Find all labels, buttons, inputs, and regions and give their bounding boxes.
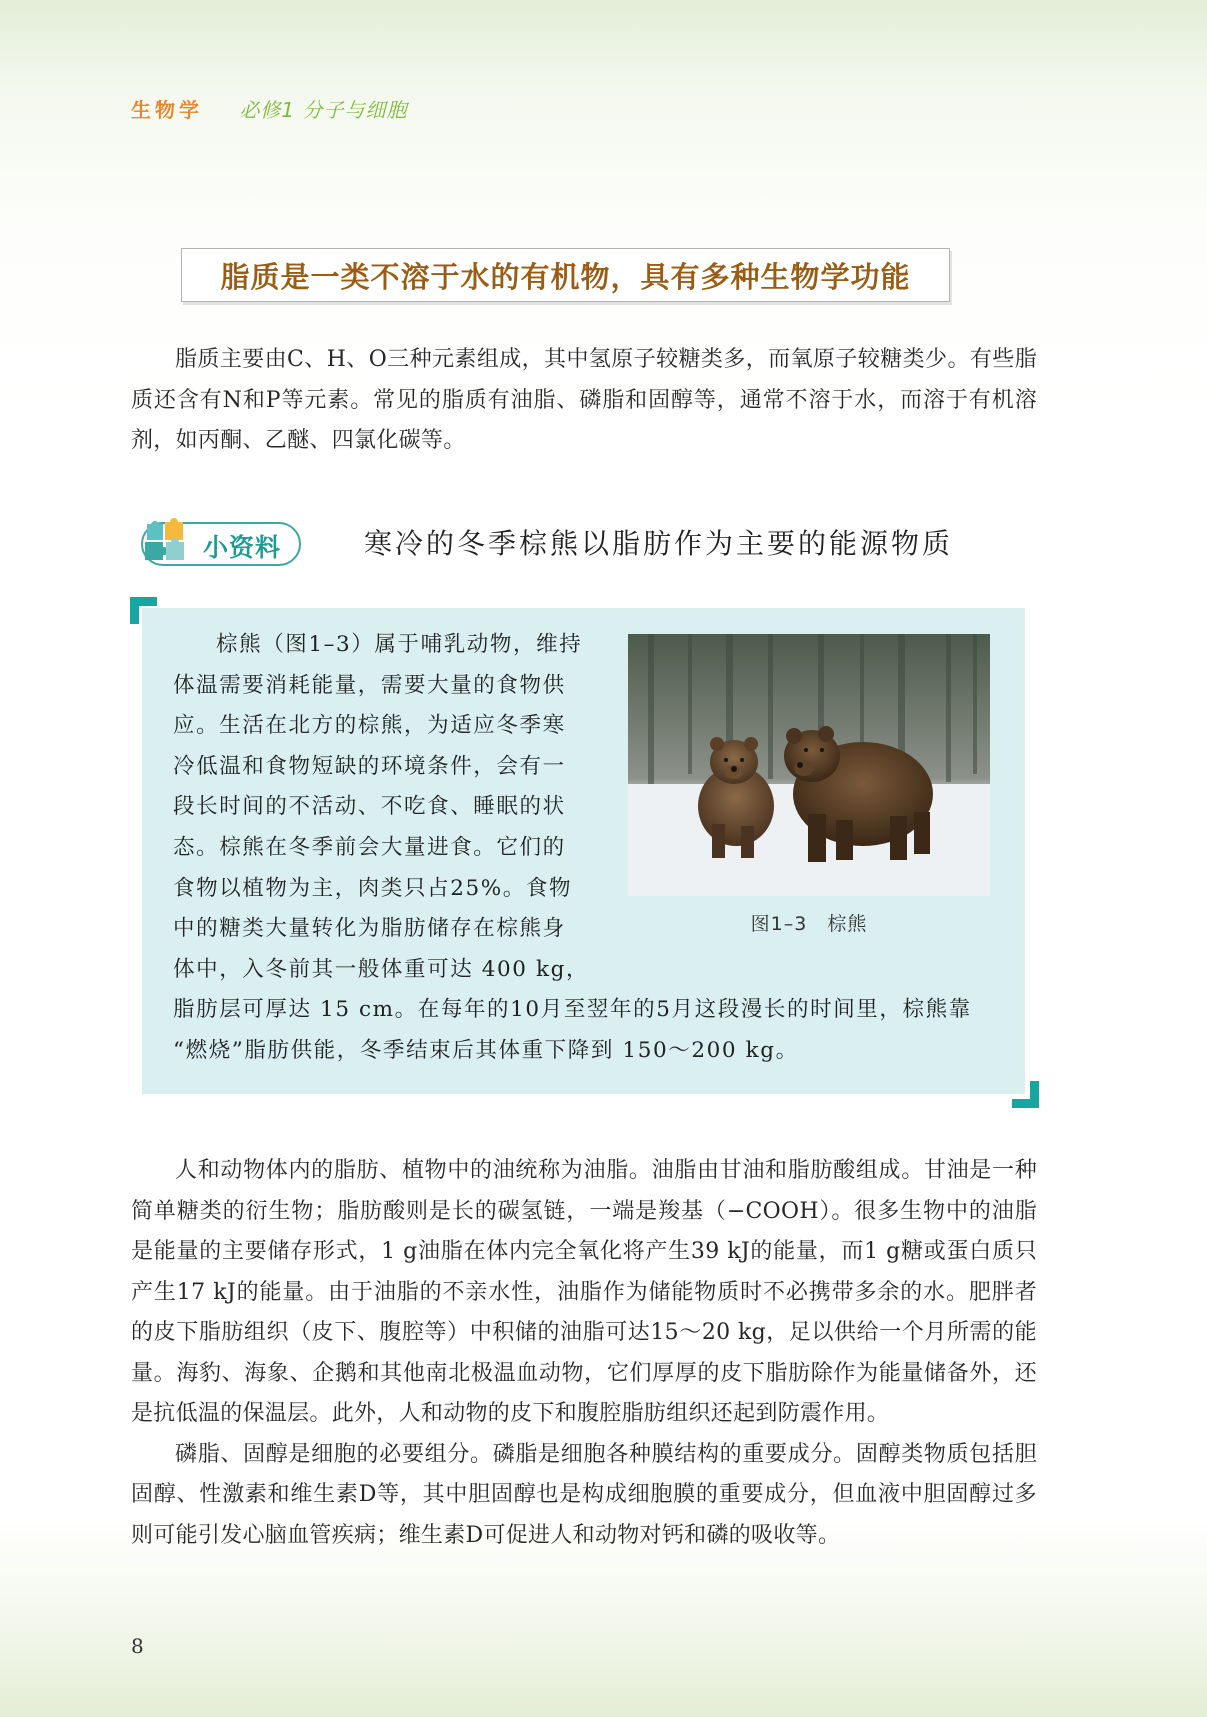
figure-number: 图1–3 [750, 913, 808, 935]
puzzle-icon [131, 518, 201, 568]
info-line: 棕熊（图1–3）属于哺乳动物，维持 [216, 632, 583, 657]
info-line: 体温需要消耗能量，需要大量的食物供 [173, 672, 566, 698]
info-line: “燃烧”脂肪供能，冬季结束后其体重下降到 150～200 kg。 [173, 1037, 799, 1063]
body-paragraphs [131, 1151, 1037, 1556]
bear-photo [628, 634, 990, 896]
running-header [131, 94, 407, 123]
body-paragraph: 磷脂、固醇是细胞的必要组分。磷脂是细胞各种膜结构的重要成分。固醇类物质包括胆固醇、性激素和维生素D等，其中胆固醇也是构成细胞膜的重要成分，但血液中胆固醇过多则可能引发心脑血管疾病；维生素D可促进人和动物对钙和磷的吸收等。 [131, 1441, 1037, 1548]
figure-label: 棕熊 [827, 913, 868, 935]
info-line: 食物以植物为主，肉类只占25%。食物 [173, 875, 573, 901]
body-paragraph: 人和动物体内的脂肪、植物中的油统称为油脂。油脂由甘油和脂肪酸组成。甘油是一种简单糖类的衍生物；脂肪酸则是长的碳氢链，一端是羧基（−COOH）。很多生物中的油脂是能量的主要储存形式，1 g油脂在体内完全氧化将产生39 kJ的能量，而1 g糖或蛋白质只产生17 kJ的能量。由于油脂的不亲水性，油脂作为储能物质时不必携带多余的水。肥胖者的皮下脂肪组织（皮下、腹腔等）中积储的油脂可达15～20 kg，足以供给一个月所需的能量。海豹、海象、企鹅和其他南北极温血动物，它们厚厚的皮下脂肪除作为能量储备外，还是抗低温的保温层。此外，人和动物的皮下和腹腔脂肪组织还起到防震作用。 [131, 1158, 1037, 1426]
info-line: 态。棕熊在冬季前会大量进食。它们的 [173, 834, 566, 860]
book-name: 必修1 分子与细胞 [239, 98, 408, 122]
intro-text: 脂质主要由C、H、O三种元素组成，其中氢原子较糖类多，而氧原子较糖类少。有些脂质还含有N和P等元素。常见的脂质有油脂、磷脂和固醇等，通常不溶于水，而溶于有机溶剂，如丙酮、乙醚、四氯化碳等。 [131, 347, 1037, 453]
info-line: 脂肪层可厚达 15 cm。在每年的10月至翌年的5月这段漫长的时间里，棕熊靠 [173, 997, 972, 1023]
corner-mark-bottom-right [1012, 1081, 1039, 1108]
subject-name: 生物学 [131, 98, 203, 122]
page-number: 8 [131, 1634, 144, 1658]
intro-paragraph [131, 340, 1037, 462]
info-tag [131, 518, 301, 568]
info-line: 冷低温和食物短缺的环境条件，会有一 [173, 753, 566, 779]
corner-mark-top-left [130, 597, 157, 624]
info-title: 寒冷的冬季棕熊以脂肪作为主要的能源物质 [364, 527, 954, 560]
info-line: 应。生活在北方的棕熊，为适应冬季寒 [173, 713, 566, 739]
figure-caption [628, 909, 990, 936]
info-line: 段长时间的不活动、不吃食、睡眠的状 [173, 794, 566, 820]
section-title: 脂质是一类不溶于水的有机物，具有多种生物学功能 [181, 248, 950, 302]
info-tag-label: 小资料 [203, 533, 282, 562]
info-line: 体中，入冬前其一般体重可达 400 kg， [173, 956, 590, 982]
info-line: 中的糖类大量转化为脂肪储存在棕熊身 [173, 916, 566, 942]
